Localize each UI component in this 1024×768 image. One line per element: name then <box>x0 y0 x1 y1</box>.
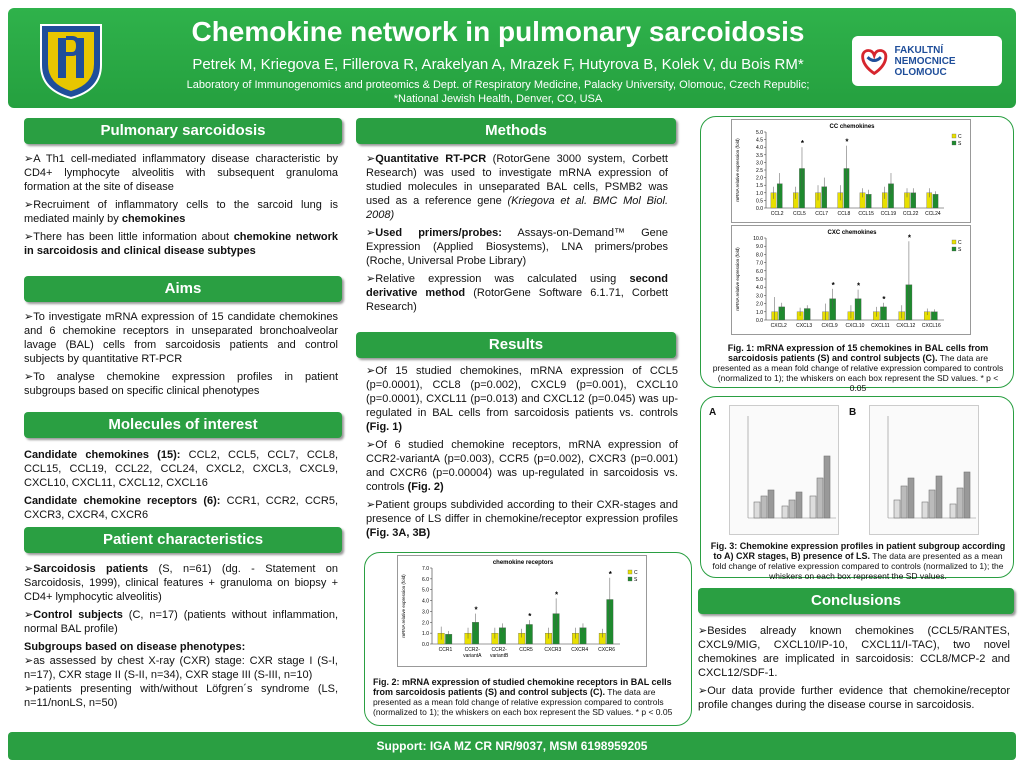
section-heading-patients: Patient characteristics <box>24 527 342 553</box>
y-tick-label: 2.0 <box>756 175 763 182</box>
y-tick-label: 8.0 <box>756 252 763 259</box>
chart-y-label: mRNA relative expression (fold) <box>735 138 740 202</box>
sarcoidosis-point-1: ➢ A Th1 cell-mediated inflammatory disease characteristic by CD4+ lymphocyte alveolitis with subsequent granuloma formation at the site of disease <box>24 152 338 194</box>
x-tick-label: CCR5 <box>519 647 533 653</box>
y-tick-label: 0.0 <box>422 642 429 648</box>
x-tick-label: variantA <box>463 653 482 659</box>
hospital-logo-line-1: FAKULTNÍ NEMOCNICE <box>894 44 956 67</box>
x-tick-label: CCL5 <box>792 211 806 217</box>
figure-1-box <box>700 116 1014 393</box>
x-tick-label: CXCL12 <box>896 323 916 329</box>
y-tick-label: 3.5 <box>756 152 763 159</box>
conclusions-text <box>698 624 1010 716</box>
figure-3b-boxplot <box>869 405 979 535</box>
figure-3a-boxplot <box>729 405 839 535</box>
y-tick-label: 10.0 <box>753 236 763 242</box>
y-tick-label: 4.5 <box>756 137 763 144</box>
significance-marker: * <box>845 137 849 147</box>
results-point-2: ➢ Of 6 studied chemokine receptors, mRNA expression of CCR2-variantA (p=0.003), CCR5 (p=0.002), CXCR3 (p=0.001) and CXCR6 (p=0.00004) was up-regulated in sarcoidosis vs. controls (Fig. 2) <box>366 438 678 494</box>
results-point-3: ➢ Patient groups subdivided according to their CXR-stages and presence of LS differ in chemokine/receptor expression profiles (Fig. 3A, 3B) <box>366 498 678 540</box>
section-heading-molecules: Molecules of interest <box>24 412 342 438</box>
y-tick-label: 6.0 <box>756 268 763 275</box>
sarcoidosis-point-3: ➢ There has been little information about chemokine network in sarcoidosis and clinical disease subtypes <box>24 230 338 258</box>
legend-label-C: C <box>958 240 962 246</box>
subgroups-heading: Subgroups based on disease phenotypes: <box>24 641 246 653</box>
chart-title: chemokine receptors <box>492 560 554 566</box>
x-tick-label: CXCL3 <box>796 323 813 329</box>
x-tick-label: CXCR3 <box>544 647 562 653</box>
significance-marker: * <box>528 612 532 622</box>
x-tick-label: variantB <box>489 653 509 659</box>
x-tick-label: CXCL16 <box>921 323 941 329</box>
legend-swatch-C <box>628 570 632 574</box>
figure-2-box <box>364 552 692 726</box>
authors: Petrek M, Kriegova E, Fillerova R, Arakelyan A, Mrazek F, Hutyrova B, Kolek V, du Bois RM* <box>192 56 804 73</box>
heart-icon <box>858 44 890 78</box>
results-text <box>366 364 678 544</box>
y-tick-label: 5.0 <box>756 130 763 136</box>
x-tick-label: CCR2- <box>491 647 507 653</box>
chart-y-label: mRNA relative expression (fold) <box>401 574 406 638</box>
legend-swatch-C <box>952 240 956 244</box>
candidate-receptors: Candidate chemokine receptors (6): CCR1, CCR2, CCR5, CXCR3, CXCR4, CXCR6 <box>24 495 338 521</box>
x-tick-label: CCL22 <box>902 211 919 217</box>
sarcoidosis-point-2: ➢ Recruiment of inflammatory cells to the sarcoid lung is mediated mainly by chemokines <box>24 198 338 226</box>
legend-swatch-C <box>952 134 956 138</box>
significance-marker: * <box>856 281 861 291</box>
results-point-1: ➢ Of 15 studied chemokines, mRNA expression of CCL5 (p=0.0001), CCL8 (p=0.002), CXCL9 (p=0.001), CXCL10 (p=0.0001), CXCL11 (p=0.013) and CXCL12 (p=0.045) was up-regulated in BAL cells from sarcoidosis patients vs. controls (Fig. 1) <box>366 364 678 434</box>
y-tick-label: 1.0 <box>756 309 763 316</box>
figure-3-caption: Fig. 3: Chemokine expression profiles in patient subgroup according to A) CXR stages, B) presence of LS. The data are presented as a mean fold change of relative expression compared to controls (normalized to 1); the whiskers on each box represent the SD values. <box>710 541 1006 581</box>
y-tick-label: 9.0 <box>756 244 763 251</box>
chart-cc-chemokines <box>731 119 971 223</box>
significance-marker: * <box>882 294 886 304</box>
figure-3-label-a: A <box>709 407 717 418</box>
x-tick-label: CCL8 <box>837 211 851 217</box>
x-tick-label: CXCL9 <box>821 323 838 329</box>
x-tick-label: CXCL2 <box>770 323 787 329</box>
y-tick-label: 2.5 <box>756 168 763 174</box>
legend-label-C: C <box>634 570 638 576</box>
y-tick-label: 2.0 <box>756 301 763 308</box>
y-tick-label: 7.0 <box>756 260 763 267</box>
methods-point-2: ➢ Used primers/probes: Assays-on-Demand™ Gene Expression (Applied Biosystems), LNA primers/probes (Roche, Universal Probe Library) <box>366 226 668 268</box>
x-tick-label: CXCR4 <box>571 647 589 653</box>
section-heading-results: Results <box>356 332 676 358</box>
hospital-logo-line-2: OLOMOUC <box>894 66 947 78</box>
x-tick-label: CXCL11 <box>871 323 890 329</box>
x-tick-label: CCL19 <box>880 211 897 217</box>
chart-y-label: mRNA relative expression (fold) <box>735 247 740 311</box>
y-tick-label: 3.0 <box>422 609 429 616</box>
x-tick-label: CXCL10 <box>845 323 865 329</box>
y-tick-label: 5.0 <box>422 587 429 594</box>
x-tick-label: CXCR6 <box>598 647 616 653</box>
y-tick-label: 1.5 <box>756 183 763 190</box>
significance-marker: * <box>474 605 478 615</box>
y-tick-label: 6.0 <box>422 576 429 583</box>
significance-marker: * <box>555 590 559 600</box>
legend-label-S: S <box>958 247 962 253</box>
patients-point-2: ➢ Control subjects (C, n=17) (patients without inflammation, normal BAL profile) <box>24 608 338 636</box>
y-tick-label: 0.0 <box>756 318 763 324</box>
y-tick-label: 5.0 <box>756 277 763 283</box>
section-heading-methods: Methods <box>356 118 676 144</box>
candidate-chemokines: Candidate chemokines (15): CCL2, CCL5, CCL7, CCL8, CCL15, CCL19, CCL22, CCL24, CXCL2, CXCL3, CXCL9, CXCL10, CXCL11, CXCL12, CXCL16 <box>24 449 338 489</box>
aims-point-2: ➢ To analyse chemokine expression profiles in patient subgroups based on specific clinical phenotypes <box>24 370 338 398</box>
conclusions-point-1: ➢ Besides already known chemokines (CCL5/RANTES, CXCL9/MIG, CXCL10/IP-10, CXCL11/I-TAC), two novel chemokines are implicated in sarcoidosis: CCL8/MCP-2 and CXCL12/SDF-1. <box>698 624 1010 680</box>
sarcoidosis-text <box>24 152 338 262</box>
legend-swatch-S <box>952 247 956 251</box>
legend-label-S: S <box>634 577 638 583</box>
y-tick-label: 7.0 <box>422 566 429 572</box>
section-heading-sarcoidosis: Pulmonary sarcoidosis <box>24 118 342 144</box>
y-tick-label: 2.0 <box>422 620 429 627</box>
significance-marker: * <box>907 233 911 243</box>
significance-marker: * <box>831 280 835 290</box>
legend-label-S: S <box>958 141 962 147</box>
conclusions-point-2: ➢ Our data provide further evidence that chemokine/receptor profile changes during the disease course in sarcoidosis. <box>698 684 1010 712</box>
y-tick-label: 0.0 <box>756 206 763 212</box>
figure-3-box <box>700 396 1014 581</box>
patients-point-3: ➢ as assessed by chest X-ray (CXR) stage: CXR stage I (S-I, n=17), CXR stage II (S-II, n=34), CXR stage III (S-III, n=10) <box>24 654 338 682</box>
figure-3-label-b: B <box>849 407 857 418</box>
patients-text <box>24 562 338 714</box>
molecules-text <box>24 448 338 526</box>
patients-point-1: ➢ Sarcoidosis patients (S, n=61) (dg. - Statement on Sarcoidosis, 1999), clinical features + granuloma on biopsy + CD4+ lymphocytic alveolitis) <box>24 562 338 604</box>
chart-title: CC chemokines <box>829 124 875 130</box>
methods-point-3: ➢ Relative expression was calculated using second derivative method (RotorGene Software 6.1.71, Corbett Research) <box>366 272 668 314</box>
y-tick-label: 4.0 <box>756 285 763 292</box>
footer-support: Support: IGA MZ CR NR/9037, MSM 6198959205 <box>8 732 1016 760</box>
x-tick-label: CCR2- <box>464 647 480 653</box>
university-crest-logo <box>36 20 106 100</box>
aims-point-1: ➢ To investigate mRNA expression of 15 candidate chemokines and 6 chemokine receptors in unseparated bronchoalveolar lavage (BAL) cells from sarcoidosis patients and control subjects by quantitative RT-PCR <box>24 310 338 366</box>
x-tick-label: CCL2 <box>770 211 784 217</box>
affiliation <box>118 78 878 106</box>
chart-cxc-chemokines <box>731 225 971 335</box>
legend-swatch-S <box>952 141 956 145</box>
hospital-logo <box>852 36 1002 86</box>
methods-point-1: ➢ Quantitative RT-PCR (RotorGene 3000 system, Corbett Research) was used to investigate mRNA expression of studied molecules in unseparated BAL cells, PSMB2 was used as a reference gene (Kriegova et al. BMC Mol Biol. 2008) <box>366 152 668 222</box>
y-tick-label: 1.0 <box>422 631 429 638</box>
significance-marker: * <box>608 569 612 579</box>
x-tick-label: CCL15 <box>858 211 874 217</box>
x-tick-label: CCR1 <box>438 647 453 653</box>
x-tick-label: CCL24 <box>925 211 941 217</box>
affiliation-line-1: Laboratory of Immunogenomics and proteomics & Dept. of Respiratory Medicine, Palacky University, Olomouc, Czech Republic; <box>186 79 810 91</box>
y-tick-label: 1.0 <box>756 190 763 197</box>
x-tick-label: CCL7 <box>815 211 829 217</box>
y-tick-label: 4.0 <box>756 145 763 152</box>
methods-text <box>366 152 668 318</box>
section-heading-aims: Aims <box>24 276 342 302</box>
poster-title: Chemokine network in pulmonary sarcoidosis <box>191 16 805 47</box>
figure-2-caption: Fig. 2: mRNA expression of studied chemokine receptors in BAL cells from sarcoidosis patients (S) and control subjects (C). The data are presented as a mean fold change of relative expression compared to controls (normalized to 1); the whiskers on each box represent the SD values. * p < 0.05 <box>373 677 673 717</box>
section-heading-conclusions: Conclusions <box>698 588 1014 614</box>
legend-label-C: C <box>958 134 962 140</box>
y-tick-label: 0.5 <box>756 198 763 205</box>
chart-chemokine-receptors <box>397 555 647 667</box>
y-tick-label: 3.0 <box>756 293 763 300</box>
patients-point-4: ➢ patients presenting with/without Löfgren´s syndrome (LS, n=11/nonLS, n=50) <box>24 682 338 710</box>
chart-title: CXC chemokines <box>827 230 877 236</box>
affiliation-line-2: *National Jewish Health, Denver, CO, USA <box>393 93 603 105</box>
legend-swatch-S <box>628 577 632 581</box>
figure-1-caption: Fig. 1: mRNA expression of 15 chemokines in BAL cells from sarcoidosis patients (S) and control subjects (C). The data are presented as a mean fold change of relative expression compared to controls (normalized to 1); the whiskers on each box represent the SD values. * p < 0.05 <box>712 343 1004 393</box>
aims-text <box>24 310 338 402</box>
y-tick-label: 3.0 <box>756 160 763 167</box>
y-tick-label: 4.0 <box>422 598 429 605</box>
significance-marker: * <box>800 139 805 149</box>
poster-header <box>8 8 1016 108</box>
